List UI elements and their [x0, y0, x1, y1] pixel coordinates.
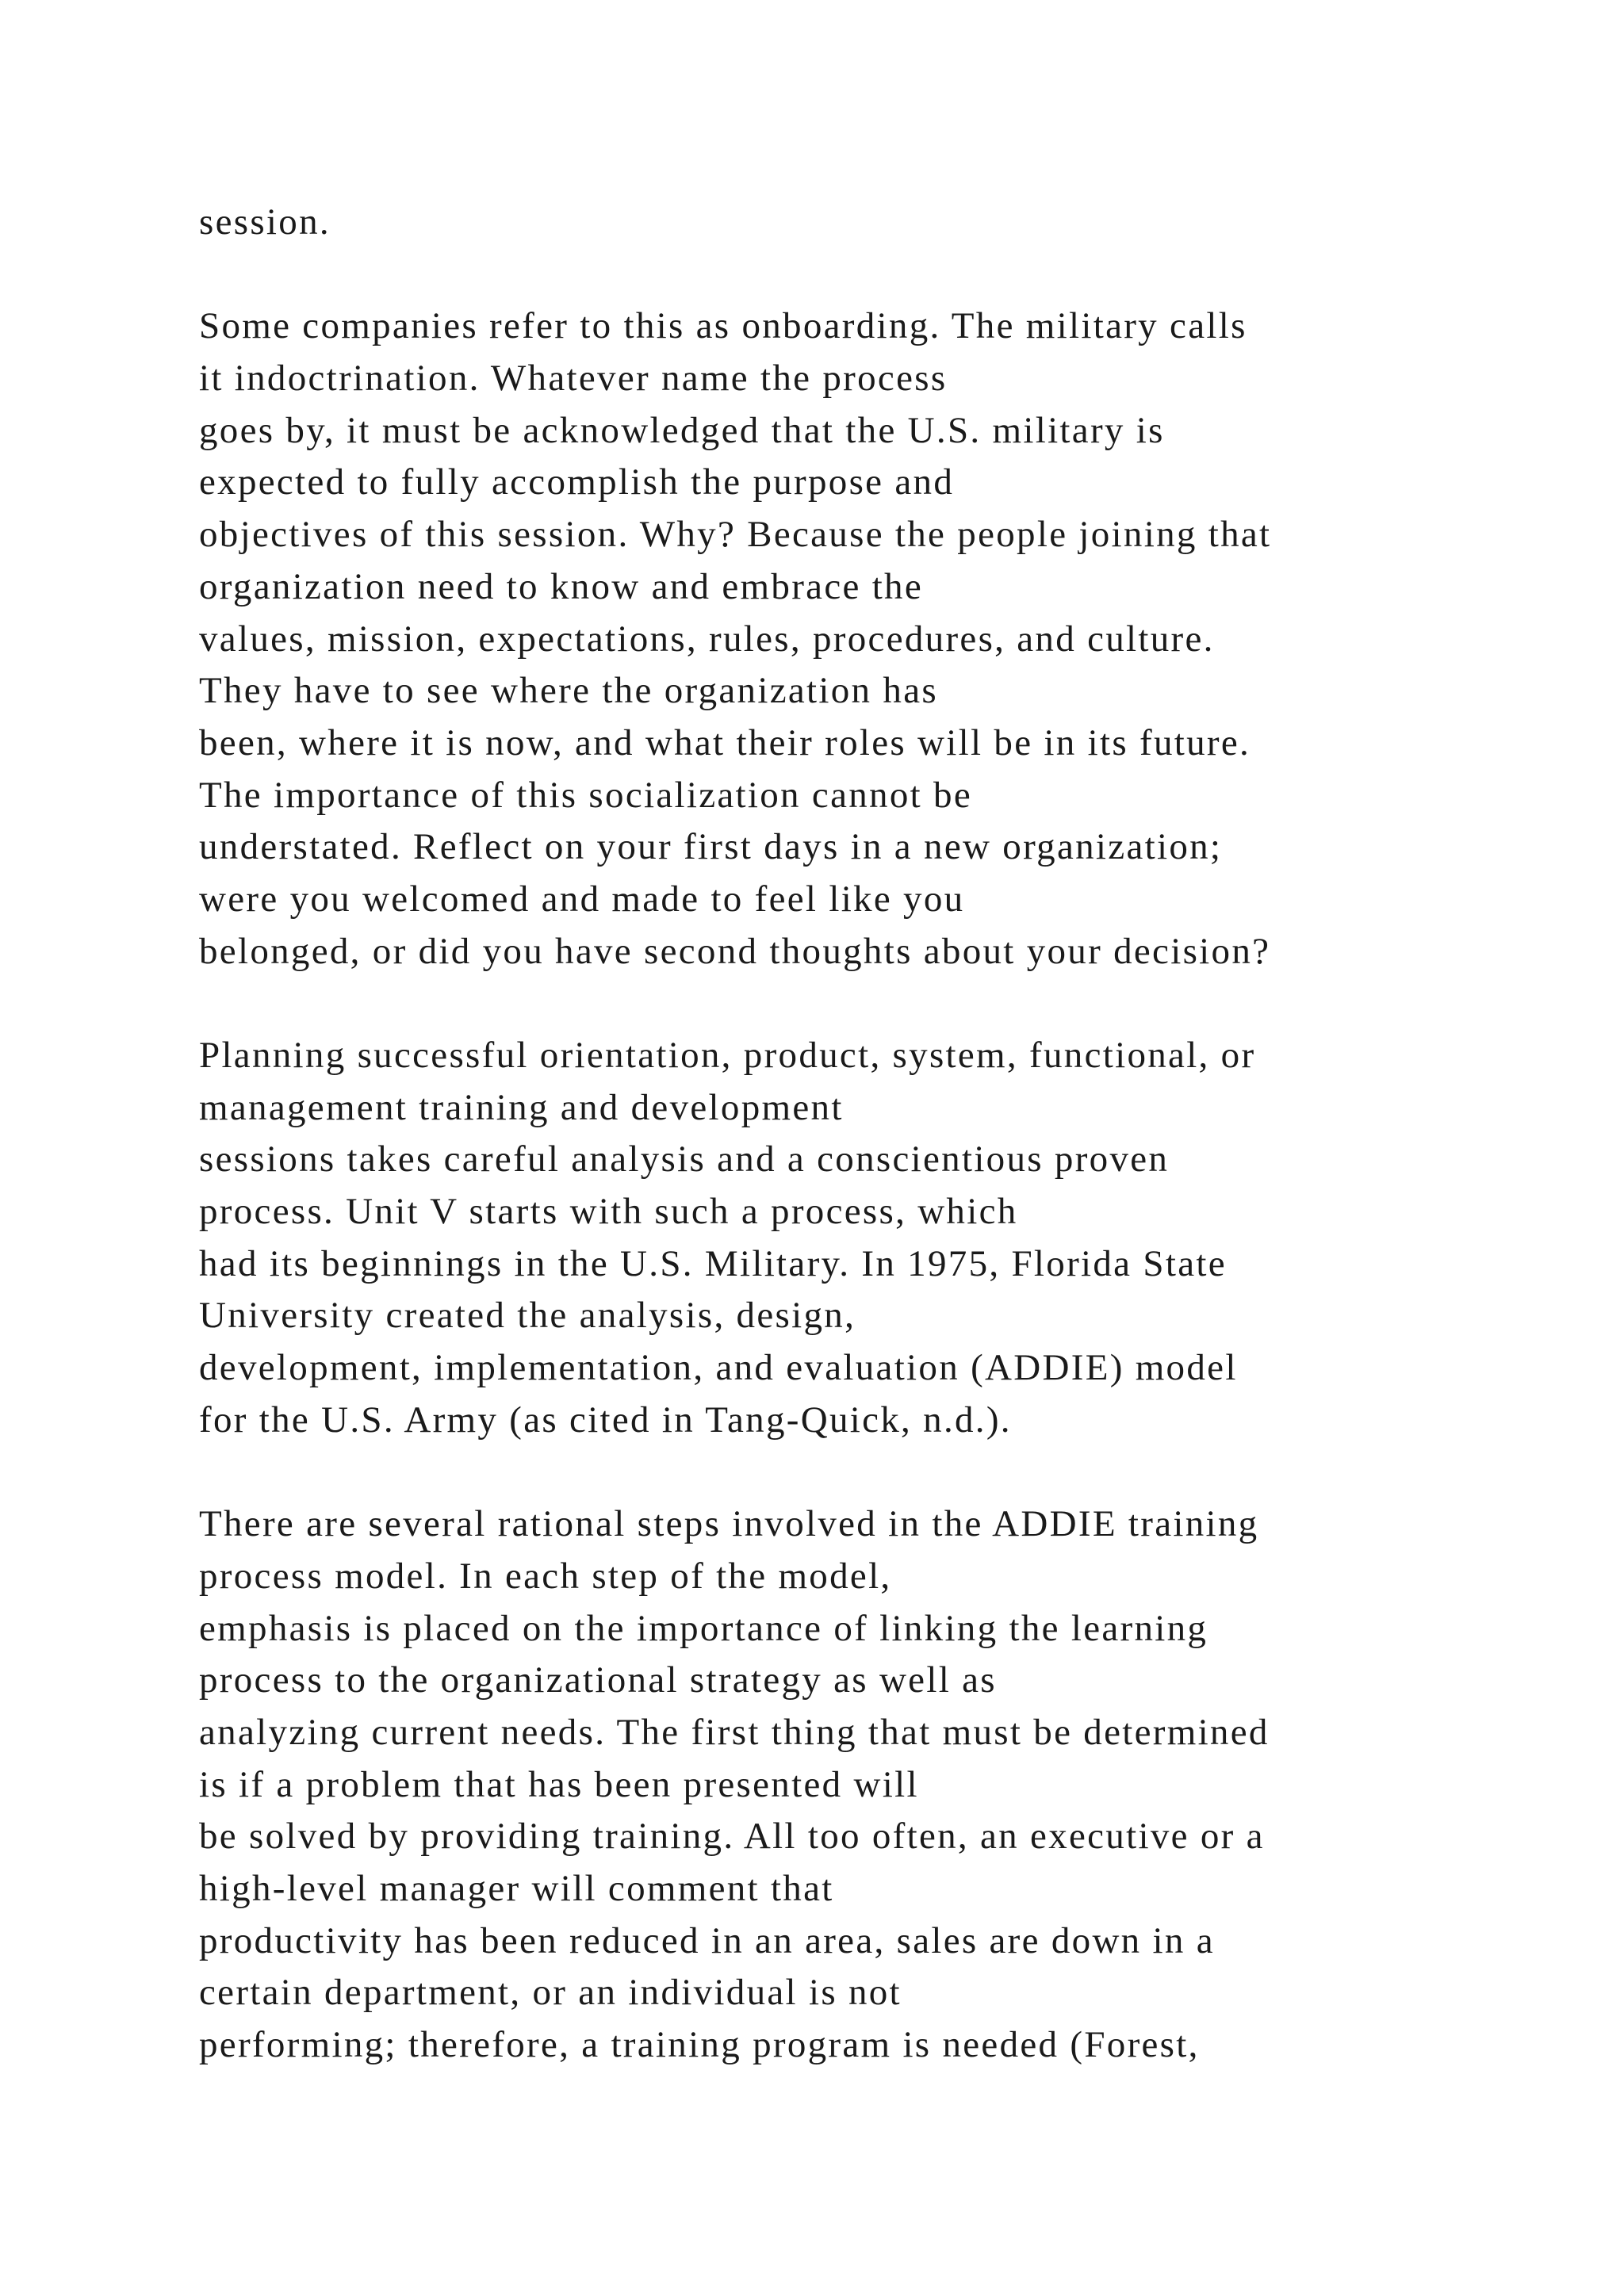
text-line: expected to fully accomplish the purpose and	[199, 461, 955, 503]
text-line: process model. In each step of the model,	[199, 1555, 892, 1597]
text-line: emphasis is placed on the importance of linking the learning	[199, 1607, 1208, 1649]
text-line: process to the organizational strategy as well as	[199, 1659, 997, 1701]
text-line: Planning successful orientation, product, system, functional, or	[199, 1035, 1256, 1076]
text-line: The importance of this socialization cannot be	[199, 774, 973, 816]
text-line: productivity has been reduced in an area, sales are down in a	[199, 1919, 1215, 1961]
text-line: Some companies refer to this as onboarding. The military calls	[199, 305, 1247, 347]
text-line: objectives of this session. Why? Because the people joining that	[199, 514, 1272, 556]
text-line: certain department, or an individual is not	[199, 1972, 902, 2014]
text-line: is if a problem that has been presented will	[199, 1763, 919, 1805]
text-line: for the U.S. Army (as cited in Tang-Quick, n.d.).	[199, 1399, 1012, 1441]
text-line: values, mission, expectations, rules, procedures, and culture.	[199, 618, 1215, 660]
blank-line	[199, 1447, 1611, 1499]
text-line: University created the analysis, design,	[199, 1295, 856, 1337]
text-line: process. Unit V starts with such a process, which	[199, 1191, 1018, 1233]
text-line: organization need to know and embrace the	[199, 565, 924, 607]
text-line: management training and development	[199, 1086, 844, 1128]
text-line: high-level manager will comment that	[199, 1868, 834, 1909]
text-line: belonged, or did you have second thoughts about your decision?	[199, 930, 1271, 972]
text-line: development, implementation, and evaluation (ADDIE) model	[199, 1347, 1238, 1389]
text-line: understated. Reflect on your first days in a new organization;	[199, 826, 1223, 868]
text-line: it indoctrination. Whatever name the process	[199, 358, 948, 400]
text-line: had its beginnings in the U.S. Military. In 1975, Florida State	[199, 1242, 1227, 1284]
text-line: were you welcomed and made to feel like you	[199, 878, 965, 920]
text-line: session.	[199, 201, 331, 243]
text-line: They have to see where the organization has	[199, 670, 938, 712]
body-text	[199, 197, 1611, 2072]
text-line: be solved by providing training. All too often, an executive or a	[199, 1816, 1265, 1858]
text-line: been, where it is now, and what their roles will be in its future.	[199, 721, 1251, 763]
text-line: There are several rational steps involved in the ADDIE training	[199, 1503, 1259, 1545]
text-line: goes by, it must be acknowledged that the U.S. military is	[199, 409, 1165, 451]
blank-line	[199, 249, 1611, 301]
text-line: sessions takes careful analysis and a conscientious proven	[199, 1138, 1170, 1181]
text-line: performing; therefore, a training program is needed (Forest,	[199, 2024, 1200, 2066]
blank-line	[199, 978, 1611, 1030]
text-line: analyzing current needs. The first thing that must be determined	[199, 1711, 1270, 1753]
